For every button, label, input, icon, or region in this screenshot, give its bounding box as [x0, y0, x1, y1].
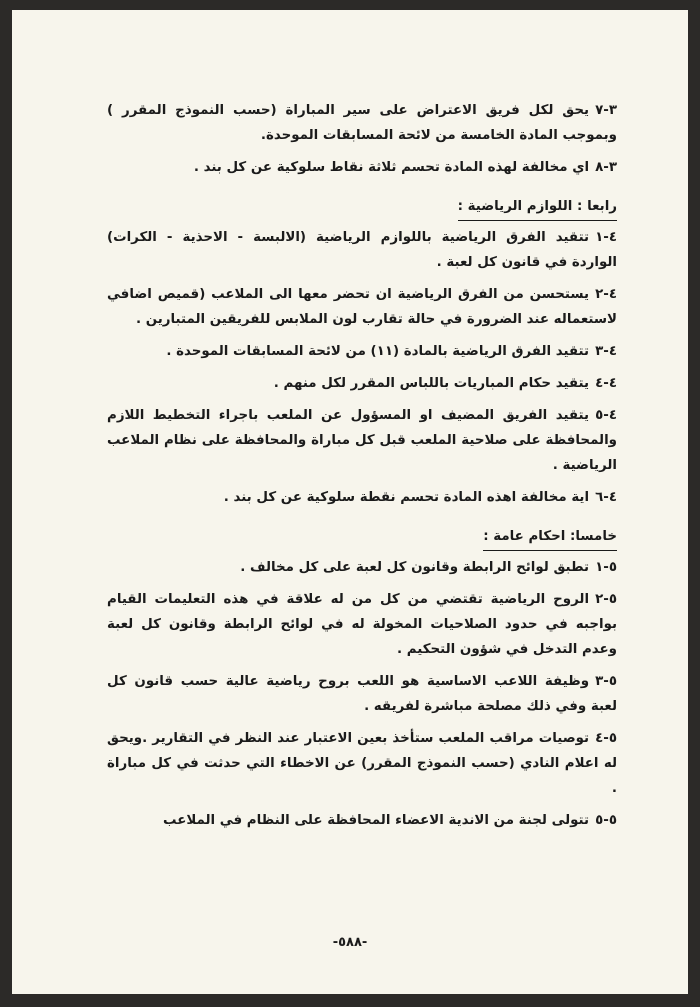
- clause-3-7: ٣-٧يحق لكل فريق الاعتراض على سير المباراة (حسب النموذج المقرر ) وبموجب المادة الخامسة من لائحة المسابقات الموحدة.: [107, 103, 617, 143]
- clause-5-5: ٥-٥تتولى لجنة من الاندية الاعضاء المحافظة على النظام في الملاعب: [163, 813, 617, 828]
- clause-4-3: ٤-٣تتقيد الفرق الرياضية بالمادة (١١) من لائحة المسابقات الموحدة .: [166, 344, 617, 359]
- clause-5-3: ٥-٣وظيفة اللاعب الاساسية هو اللعب بروح رياضية عالية حسب قانون كل لعبة وفي ذلك مصلحة مباشرة لفريقه .: [107, 674, 617, 714]
- clause-5-4: ٥-٤توصيات مراقب الملعب ستأخذ بعين الاعتبار عند النظر في التقارير .ويحق له اعلام النادي (حسب النموذج المقرر) عن الاخطاء التي حدثت في كل مباراة .: [107, 731, 617, 796]
- clause-5-2: ٥-٢الروح الرياضية تقتضي من كل من له علاقة في هذه التعليمات القيام بواجبه في حدود الصلاحيات المخولة له في لوائح الرابطة وقانون كل لعبة وعدم التدخل في شؤون التحكيم .: [107, 592, 617, 657]
- clause-4-2: ٤-٢يستحسن من الفرق الرياضية ان تحضر معها الى الملاعب (قميص اضافي لاستعماله عند الضرورة في حالة تقارب لون الملابس للفريقين المتبارين .: [107, 287, 617, 327]
- clause-4-4: ٤-٤يتقيد حكام المباريات باللباس المقرر لكل منهم .: [273, 376, 617, 391]
- clause-4-1: ٤-١تتقيد الفرق الرياضية باللوازم الرياضية (الالبسة - الاحذية - الكرات) الواردة في قانون كل لعبة .: [107, 230, 617, 270]
- clause-3-8: ٣-٨اي مخالفة لهذه المادة تحسم ثلاثة نقاط سلوكية عن كل بند .: [193, 160, 617, 175]
- section-heading-5: خامسا: احكام عامة :: [483, 524, 617, 551]
- section-heading-4: رابعا : اللوازم الرياضية :: [458, 194, 617, 221]
- clause-5-1: ٥-١تطبق لوائح الرابطة وقانون كل لعبة على كل مخالف .: [240, 560, 617, 575]
- page-number: -٥٨٨-: [332, 935, 368, 950]
- clause-4-5: ٤-٥يتقيد الفريق المضيف او المسؤول عن الملعب باجراء التخطيط اللازم والمحافظة على صلاحية الملعب قبل كل مباراة والمحافظة على نظام الملاعب الرياضية .: [107, 408, 617, 473]
- document-page: [12, 10, 688, 994]
- clause-4-6: ٤-٦اية مخالفة اهذه المادة تحسم نقطة سلوكية عن كل بند .: [223, 490, 617, 505]
- document-body: [107, 98, 617, 833]
